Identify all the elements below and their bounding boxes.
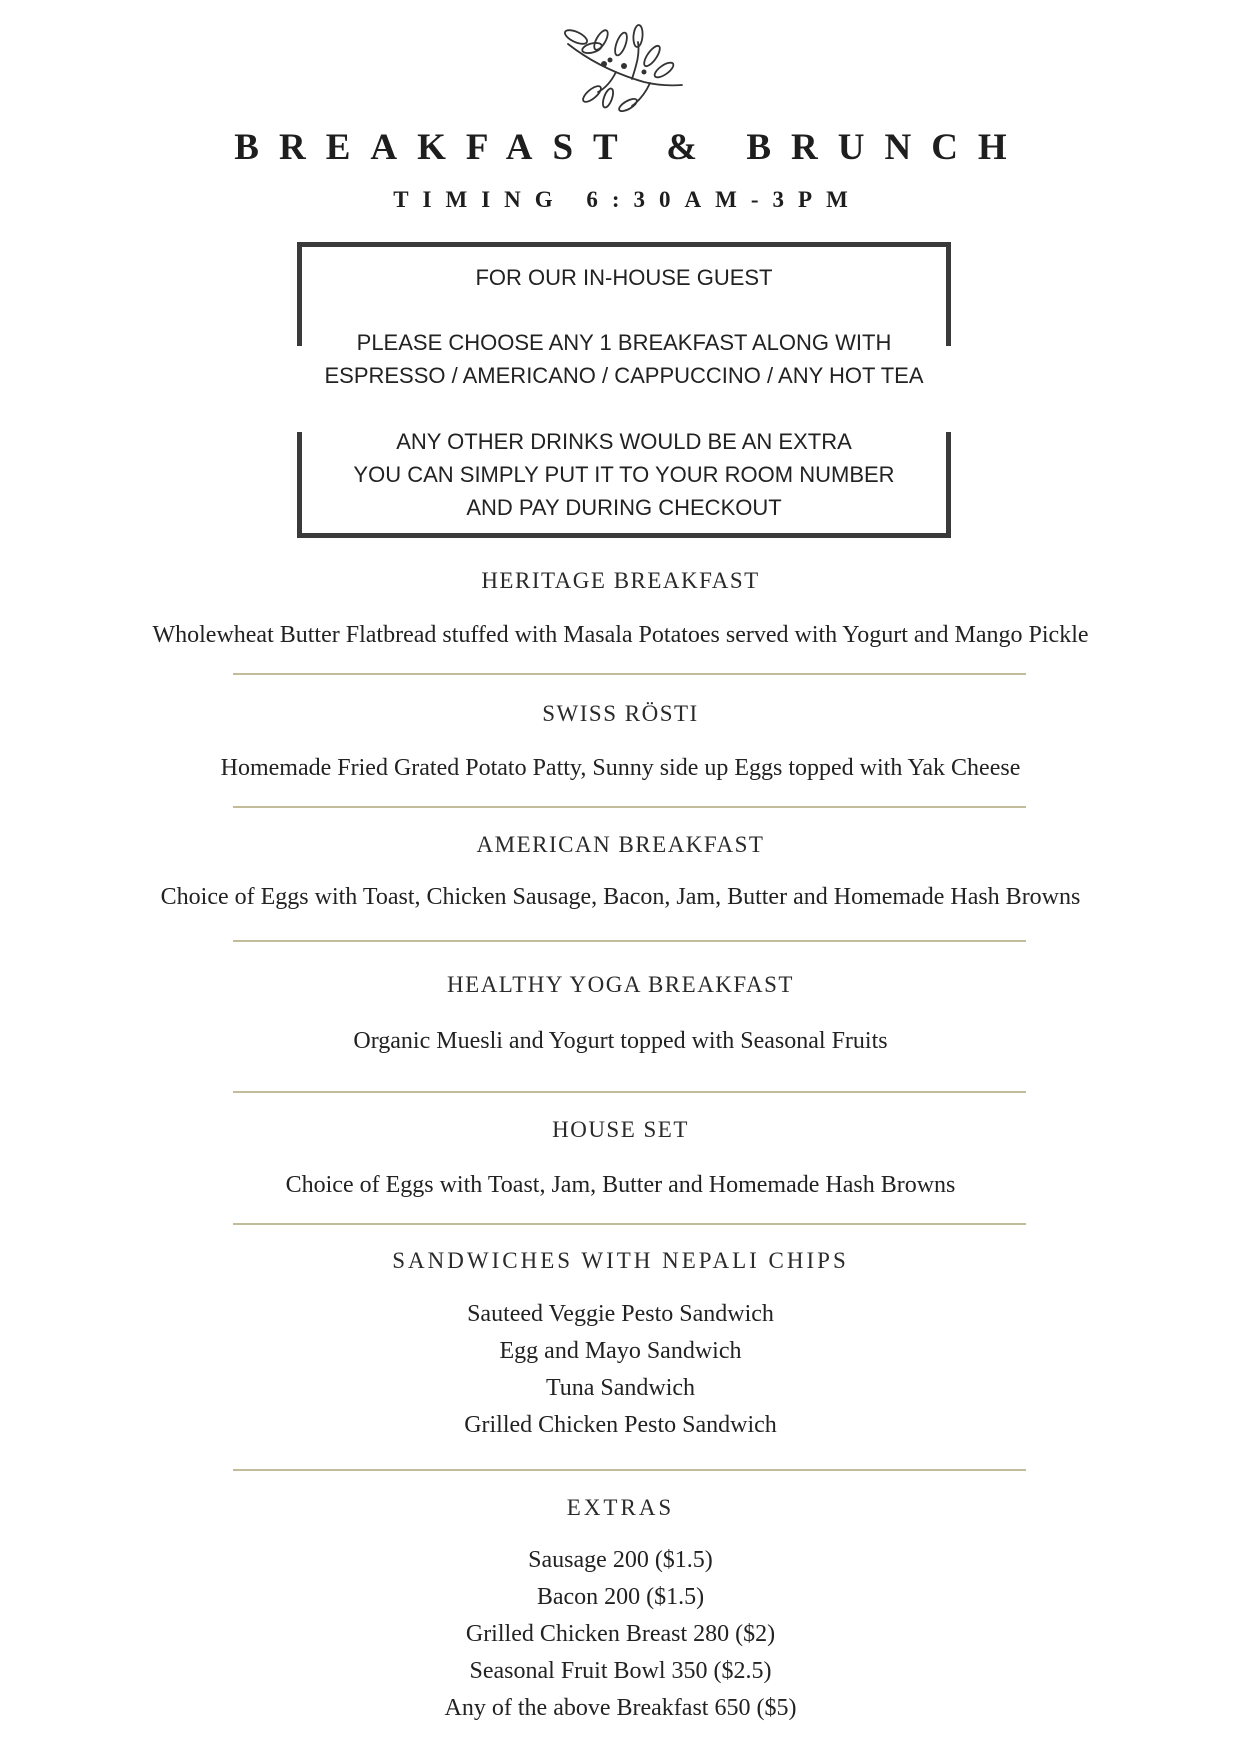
divider (233, 806, 1026, 808)
notice-line: ESPRESSO / AMERICANO / CAPPUCCINO / ANY HOT TEA (324, 363, 924, 388)
notice-choice-text (277, 326, 971, 392)
menu-item-title: AMERICAN BREAKFAST (476, 832, 765, 857)
notice-line: YOU CAN SIMPLY PUT IT TO YOUR ROOM NUMBER (353, 462, 895, 487)
menu-item-title: HOUSE SET (552, 1117, 689, 1142)
guest-notice-box (297, 242, 951, 538)
menu-item-title: SWISS RÖSTI (542, 701, 699, 726)
notice-line: FOR OUR IN-HOUSE GUEST (475, 265, 773, 290)
list-item: Any of the above Breakfast 650 ($5) (444, 1695, 797, 1721)
divider (233, 1091, 1026, 1093)
list-item: Egg and Mayo Sandwich (499, 1338, 742, 1364)
menu-item-title: HEALTHY YOGA BREAKFAST (447, 972, 794, 997)
menu-item-title: HERITAGE BREAKFAST (481, 568, 760, 593)
menu-item-description: Homemade Fried Grated Potato Patty, Sunny side up Eggs topped with Yak Cheese (220, 755, 1021, 781)
extras-title: EXTRAS (566, 1495, 675, 1520)
sandwich-list (0, 1296, 1241, 1444)
menu-item-description: Organic Muesli and Yogurt topped with Seasonal Fruits (353, 1028, 888, 1054)
list-item: Sauteed Veggie Pesto Sandwich (467, 1301, 774, 1327)
list-item: Bacon 200 ($1.5) (536, 1584, 705, 1610)
list-item: Grilled Chicken Breast 280 ($2) (465, 1621, 776, 1647)
list-item: Grilled Chicken Pesto Sandwich (464, 1412, 777, 1438)
notice-heading (277, 261, 971, 294)
list-item: Sausage 200 ($1.5) (528, 1547, 713, 1573)
divider (233, 1469, 1026, 1471)
divider (233, 940, 1026, 942)
notice-line: AND PAY DURING CHECKOUT (466, 495, 782, 520)
list-item: Tuna Sandwich (545, 1375, 696, 1401)
notice-line: ANY OTHER DRINKS WOULD BE AN EXTRA (396, 429, 852, 454)
menu-item-description: Choice of Eggs with Toast, Chicken Sausage, Bacon, Jam, Butter and Homemade Hash Browns (160, 884, 1081, 910)
notice-extra-text (277, 425, 971, 524)
list-item: Seasonal Fruit Bowl 350 ($2.5) (469, 1658, 772, 1684)
notice-line: PLEASE CHOOSE ANY 1 BREAKFAST ALONG WITH (356, 330, 892, 355)
menu-item-description: Choice of Eggs with Toast, Jam, Butter and Homemade Hash Browns (285, 1172, 956, 1198)
divider (233, 1223, 1026, 1225)
divider (233, 673, 1026, 675)
menu-item-description: Wholewheat Butter Flatbread stuffed with Masala Potatoes served with Yogurt and Mango Pickle (152, 622, 1089, 648)
notice-frame-bottom (297, 533, 951, 538)
sandwiches-title: SANDWICHES WITH NEPALI CHIPS (392, 1248, 849, 1273)
timing-text: TIMING 6:30AM-3PM (393, 187, 862, 212)
extras-list (0, 1542, 1241, 1727)
olive-branch-icon (0, 22, 1241, 112)
page-title: BREAKFAST & BRUNCH (234, 127, 1027, 168)
notice-frame-top (297, 242, 951, 247)
